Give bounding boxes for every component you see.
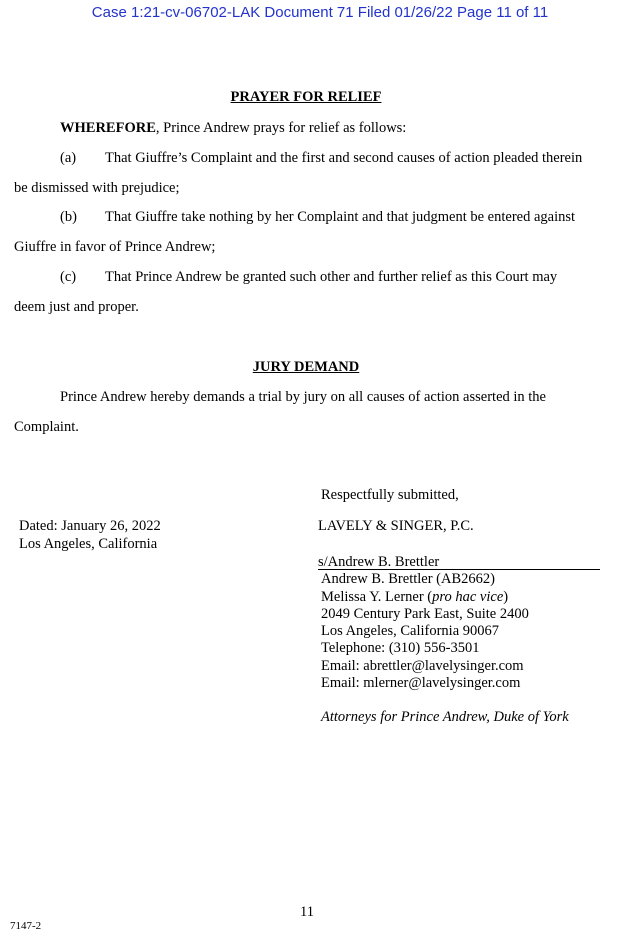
item-c-line2: deem just and proper.	[14, 299, 139, 315]
attorney-name-2	[321, 589, 508, 606]
prayer-heading: PRAYER FOR RELIEF	[230, 89, 382, 105]
item-b-line1: That Giuffre take nothing by her Complaint and that judgment be entered against	[105, 209, 576, 225]
pro-hac-vice: pro hac vice	[432, 589, 504, 605]
telephone: Telephone: (310) 556-3501	[321, 640, 480, 656]
closing: Respectfully submitted,	[321, 487, 459, 503]
item-a-label: (a)	[60, 150, 77, 166]
item-a-line2: be dismissed with prejudice;	[14, 180, 180, 196]
firm-name: LAVELY & SINGER, P.C.	[318, 518, 474, 534]
wherefore-bold: WHEREFORE	[60, 120, 156, 136]
signature-line	[318, 569, 600, 570]
item-a-line1: That Giuffre’s Complaint and the first and second causes of action pleaded therein	[105, 150, 583, 166]
case-header: Case 1:21-cv-06702-LAK Document 71 Filed 01/26/22 Page 11 of 11	[91, 4, 549, 21]
dated-place: Los Angeles, California	[19, 536, 158, 552]
address-line-1: 2049 Century Park East, Suite 2400	[321, 606, 529, 622]
prayer-intro-text: , Prince Andrew prays for relief as follows:	[155, 120, 407, 136]
attorney-name: Andrew B. Brettler (AB2662)	[321, 571, 495, 587]
page-number: 11	[300, 904, 314, 920]
attorney-name-2-close: )	[503, 589, 509, 605]
prayer-intro	[60, 120, 406, 137]
email-2: Email: mlerner@lavelysinger.com	[321, 675, 521, 691]
item-b-label: (b)	[60, 209, 77, 225]
jury-line1: Prince Andrew hereby demands a trial by jury on all causes of action asserted in the	[60, 389, 546, 405]
attorneys-for: Attorneys for Prince Andrew, Duke of York	[321, 709, 569, 725]
e-signature: s/Andrew B. Brettler	[318, 554, 440, 570]
jury-line2: Complaint.	[14, 419, 79, 435]
item-c-label: (c)	[60, 269, 77, 285]
attorney-name-2-text: Melissa Y. Lerner (	[321, 589, 433, 605]
document-id: 7147-2	[10, 920, 42, 932]
email-1: Email: abrettler@lavelysinger.com	[321, 658, 524, 674]
item-b-line2: Giuffre in favor of Prince Andrew;	[14, 239, 216, 255]
jury-heading: JURY DEMAND	[252, 359, 360, 375]
item-c-line1: That Prince Andrew be granted such other and further relief as this Court may	[105, 269, 558, 285]
dated-date: Dated: January 26, 2022	[19, 518, 161, 534]
address-line-2: Los Angeles, California 90067	[321, 623, 500, 639]
